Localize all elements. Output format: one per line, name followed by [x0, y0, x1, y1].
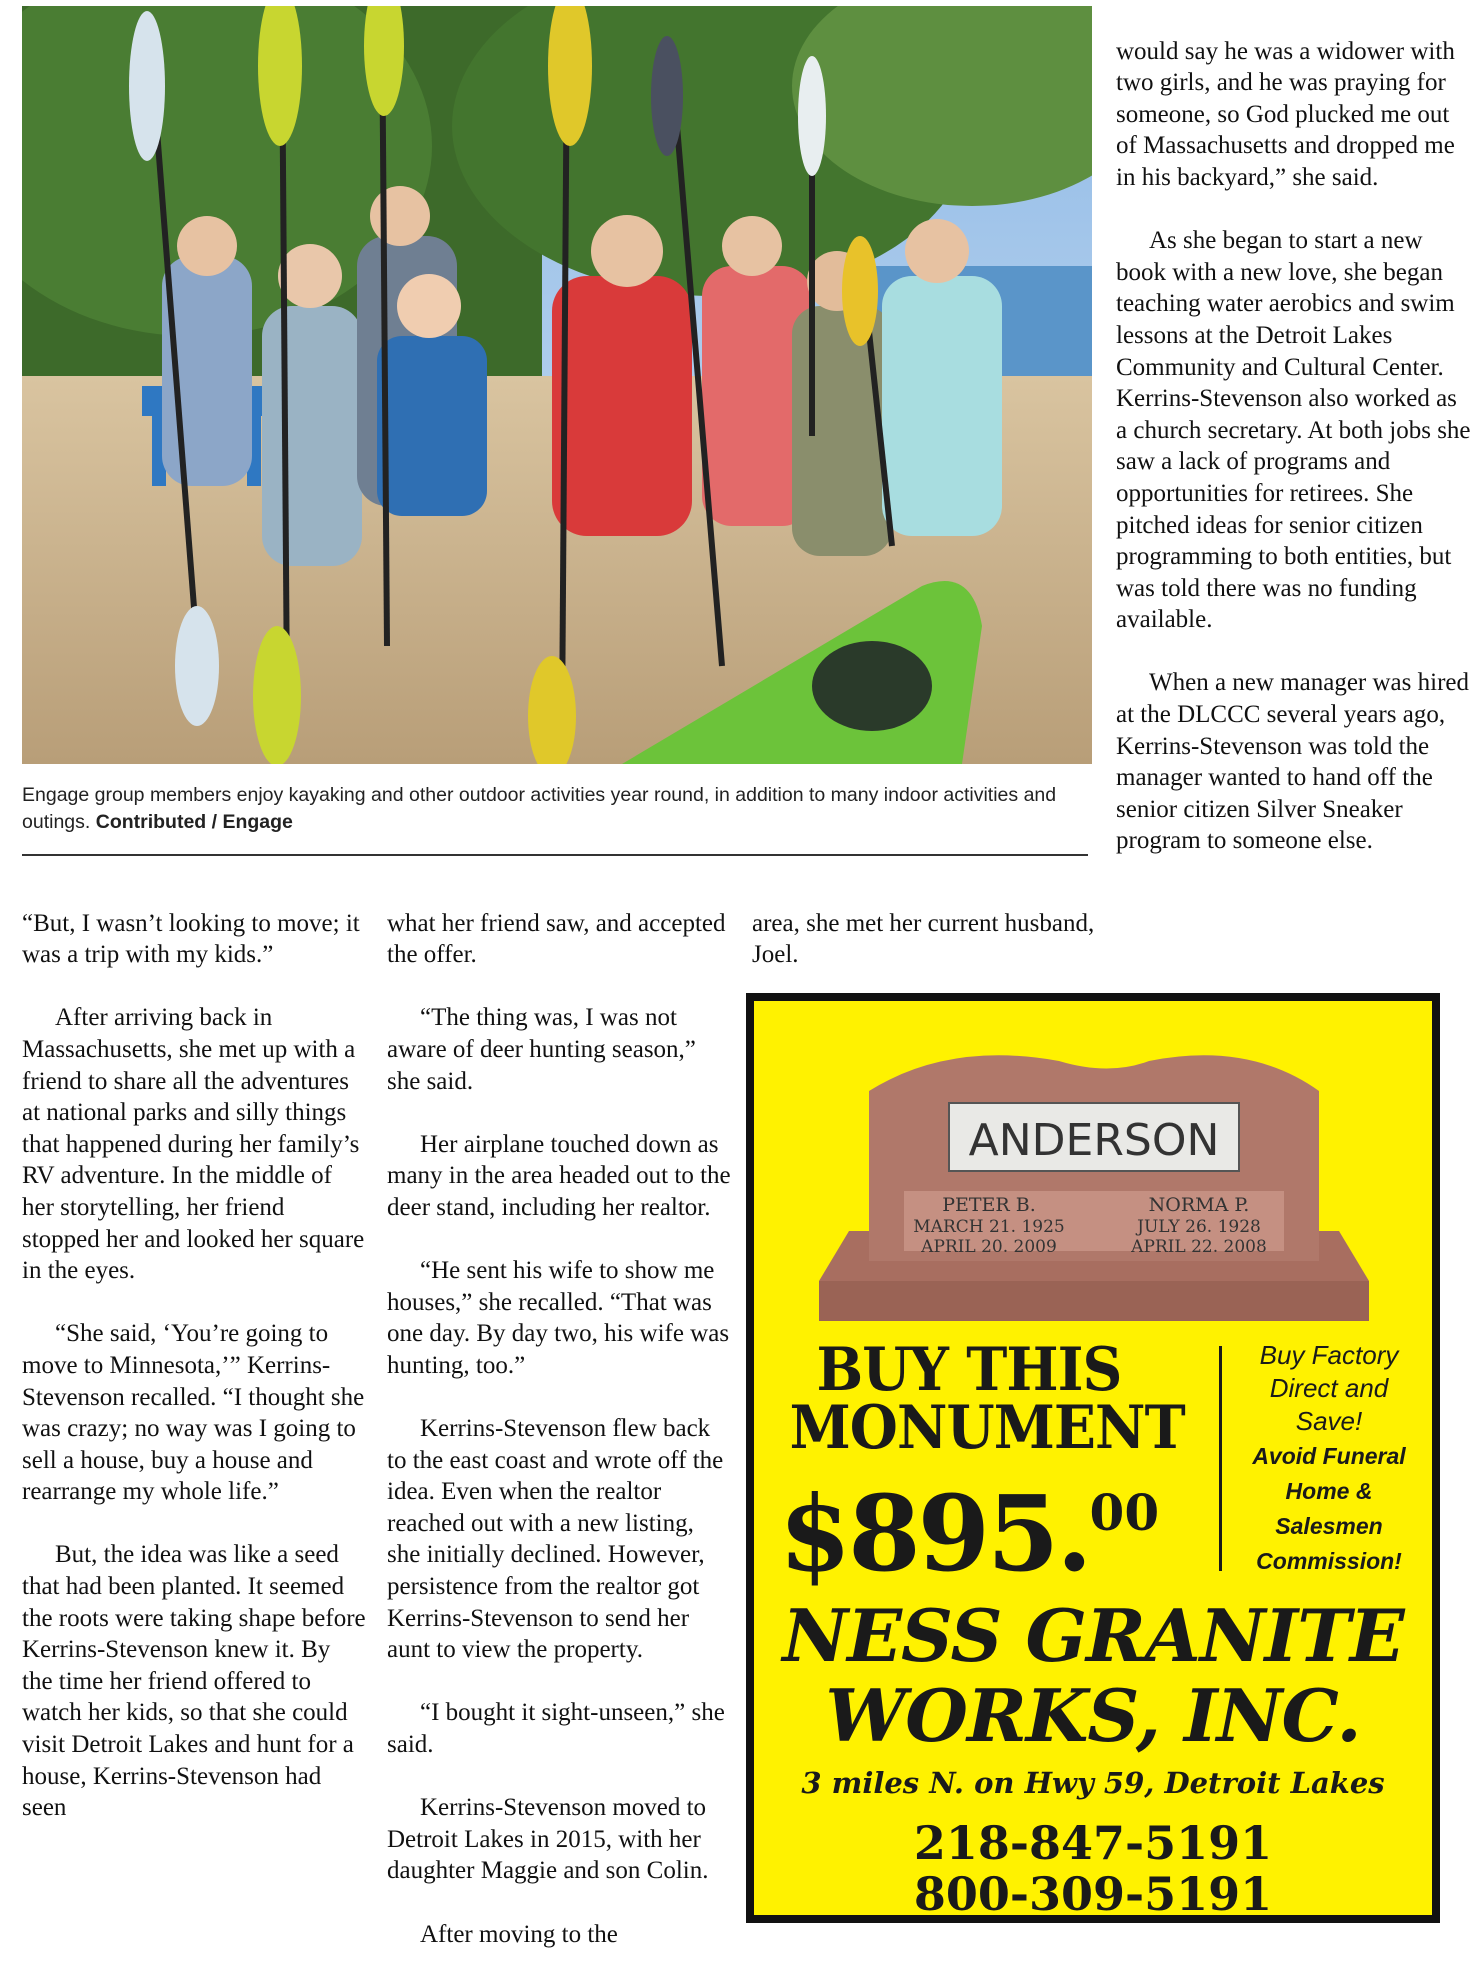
photo-caption [22, 782, 1097, 836]
article-column-2 [387, 876, 732, 1982]
paragraph: When a new manager was hired at the DLCCC several years ago, Kerrins-Stevenson was told the manager wanted to hand off the senior citizen Silver Sneaker program to someone else. [1116, 669, 1469, 855]
stone-right-birth: JULY 26. 1928 [1137, 1217, 1261, 1237]
ad-tag-bold: Salesmen [1275, 1513, 1383, 1539]
ad-tag-bold: Avoid Funeral [1252, 1443, 1406, 1469]
ad-tag-line: Save! [1295, 1406, 1363, 1436]
stone-right-death: APRIL 22. 2008 [1131, 1237, 1267, 1257]
ad-phone-2: 800-309-5191 [913, 1867, 1273, 1921]
paragraph: Her airplane touched down as many in the area headed out to the deer stand, including her realtor. [387, 1130, 731, 1221]
stone-left-name: PETER B. [942, 1194, 1036, 1216]
ad-tag-line: Direct and [1269, 1373, 1389, 1403]
ad-tag-bold: Home & [1285, 1478, 1373, 1504]
article-column-4 [1116, 4, 1471, 889]
ad-buy-line2: MONUMENT [789, 1393, 1185, 1463]
stone-left-death: APRIL 20. 2009 [921, 1237, 1057, 1257]
stone-left-birth: MARCH 21. 1925 [913, 1217, 1065, 1237]
ad-company-line1: NESS GRANITE [782, 1593, 1404, 1678]
paragraph: After arriving back in Massachusetts, she met up with a friend to share all the adventures at national parks and silly things that happened during her family’s RV adventure. In the middle of her storytelling, her friend stopped her and looked her square in the eyes. [22, 1004, 365, 1285]
ad-price-cents: 00 [1089, 1483, 1160, 1542]
monument-advertisement [746, 993, 1440, 1923]
ad-price [774, 1461, 1164, 1595]
ad-tag-bold: Commission! [1256, 1548, 1402, 1574]
headstone-image [809, 1031, 1379, 1326]
article-column-1 [22, 876, 367, 1855]
ad-tagline [1234, 1339, 1424, 1578]
caption-divider [22, 854, 1088, 856]
paragraph: “He sent his wife to show me houses,” she recalled. “That was one day. By day two, his wife was hunting, too.” [387, 1257, 730, 1379]
ad-phone-1: 218-847-5191 [913, 1816, 1273, 1870]
caption-credit: Contributed / Engage [95, 811, 293, 833]
article-photo [22, 6, 1092, 764]
ad-divider [1219, 1346, 1222, 1571]
paragraph: But, the idea was like a seed that had been planted. It seemed the roots were taking shape before Kerrins-Stevenson knew it. By the time her friend offered to watch her kids, so that she could visit Detroit Lakes and hunt for a house, Kerrins-Stevenson had seen [22, 1541, 366, 1822]
ad-tag-line: Buy Factory [1259, 1340, 1399, 1370]
paragraph: Kerrins-Stevenson flew back to the east coast and wrote off the idea. Even when the realtor reached out with a new listing, she initially declined. However, persistence from the realtor got Kerrins-Stevenson to send her aunt to view the property. [387, 1415, 724, 1664]
paragraph: After moving to the [420, 1920, 618, 1948]
stone-right-name: NORMA P. [1148, 1194, 1250, 1216]
caption-text: Engage group members enjoy kayaking and other outdoor activities year round, in addition to many indoor activities and outings. [22, 784, 1057, 833]
paragraph: “The thing was, I was not aware of deer hunting season,” she said. [387, 1004, 696, 1095]
paragraph: “I bought it sight-unseen,” she said. [387, 1699, 725, 1759]
paragraph: “She said, ‘You’re going to move to Minnesota,’” Kerrins-Stevenson recalled. “I thought she was crazy; no way was I going to sell a house, buy a house and rearrange my whole life.” [22, 1320, 365, 1506]
ad-company-name [754, 1593, 1432, 1758]
ad-company-line2: WORKS, INC. [825, 1673, 1361, 1758]
ad-offer [774, 1335, 1185, 1595]
ad-buy-line1: BUY THIS [816, 1335, 1122, 1405]
paragraph: would say he was a widower with two girls, and he was praying for someone, so God plucked me out of Massachusetts and dropped me in his backyard,” she said. [1116, 37, 1455, 191]
paragraph: what her friend saw, and accepted the offer. [387, 909, 726, 969]
ad-address: 3 miles N. on Hwy 59, Detroit Lakes [801, 1766, 1385, 1800]
ad-price-main: $895. [778, 1472, 1090, 1595]
kayak-group-photo [22, 6, 1092, 764]
paragraph: “But, I wasn’t looking to move; it was a trip with my kids.” [22, 909, 360, 969]
paragraph: As she began to start a new book with a new love, she began teaching water aerobics and swim lessons at the Detroit Lakes Community and Cultural Center. Kerrins-Stevenson also worked as a church secretary. At both jobs she saw a lack of programs and opportunities for retirees. She pitched ideas for senior citizen programming to both entities, but was told there was no funding available. [1116, 227, 1471, 634]
paragraph: Kerrins-Stevenson moved to Detroit Lakes in 2015, with her daughter Maggie and son Colin. [387, 1794, 709, 1885]
stone-family-name: ANDERSON [968, 1115, 1220, 1166]
paragraph: area, she met her current husband, Joel. [752, 909, 1095, 969]
